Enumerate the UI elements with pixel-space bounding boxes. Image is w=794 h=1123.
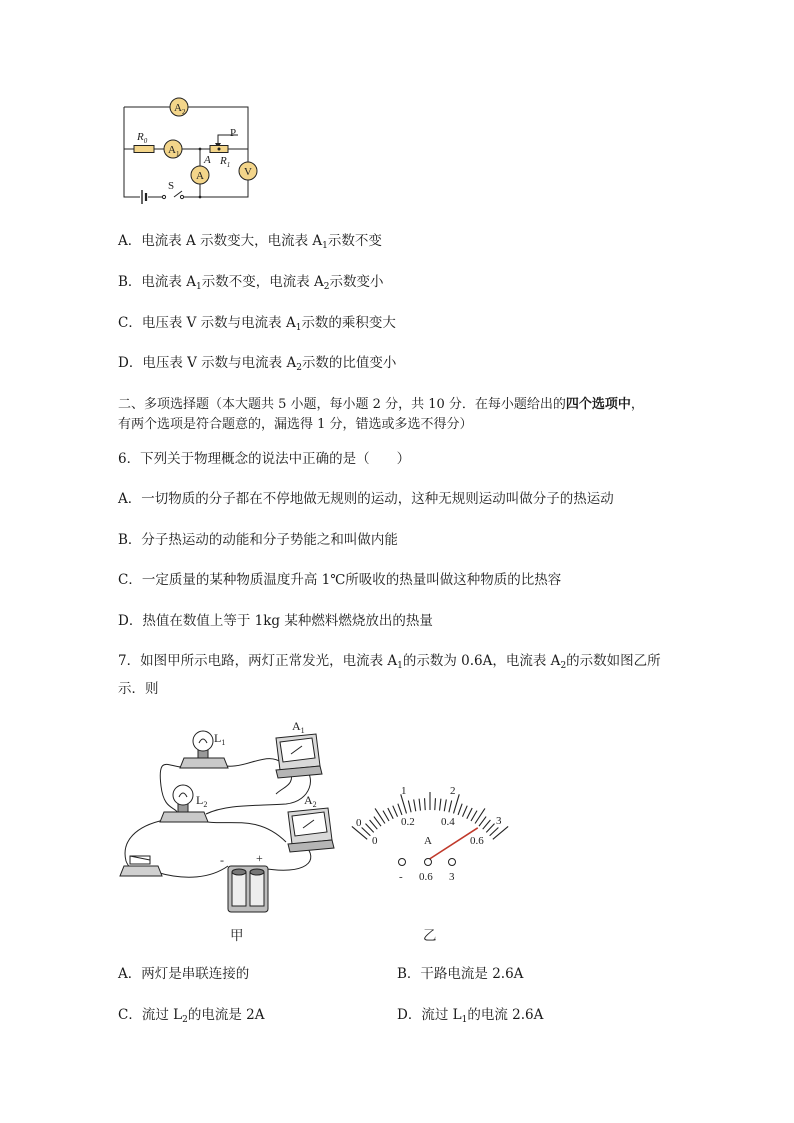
ammeter-a2 [288,808,334,852]
q5-option-b: B．电流表 $A_1$示数不变，电流表 $A_2$示数变小 [118,274,384,292]
section2-rule-line2: 有两个选项是符合题意的，漏选得 1 分，错选或多选不得分） [118,417,473,432]
label-minus: - [220,853,224,867]
dial-tick [449,801,452,813]
q7-option-d: D．流过 $L_1$的电流 2.6A [397,1007,544,1025]
dial-tick [444,799,446,811]
q7-option-a: A．两灯是串联连接的 [118,966,250,982]
dial-tick [393,806,398,817]
label-l2: $L_2$ [196,793,208,809]
q7-figure-jia [116,716,352,922]
terminal-0.6 [425,859,432,866]
terminal-3 [449,859,456,866]
dial-tick [419,799,420,811]
label-r1: $R_1$ [220,155,231,169]
q6-option-d: D．热值在数值上等于 1kg 某种燃料燃烧放出的热量 [118,613,433,629]
dial-tick [365,824,373,833]
label-ammeter: A [196,170,204,182]
q5-option-c: C．电压表 V 示数与电流表 $A_1$示数的乘积变大 [118,315,396,333]
dial-tick [483,820,491,829]
q6-option-c: C．一定质量的某种物质温度升高 1℃所吸收的热量叫做这种物质的比热容 [118,572,562,588]
section2-heading: 二、多项选择题（本大题共 5 小题，每小题 2 分，共 10 分．在每小题给出的四个选项中， [118,397,644,412]
q5-option-d: D．电压表 V 示数与电流表 $A_2$示数的比值变小 [118,355,397,373]
q7-option-b: B．干路电流是 2.6A [397,966,524,982]
q7-stem: 7．如图甲所示电路，两灯正常发光，电流表 $A_1$的示数为 0.6A，电流表 $A_2$的示数如图乙所 [118,653,661,671]
label-p: P [230,127,237,139]
dial-tick [388,808,393,819]
q7-option-c: C．流过 $L_2$的电流是 2A [118,1007,265,1025]
terminal-label-3: 3 [449,871,455,883]
dial-tick [401,794,407,813]
dial-tick [408,801,411,813]
dial-tick [374,817,381,827]
outer-tick-3: 3 [496,815,502,827]
dial-tick [454,794,460,813]
inner-tick-1: 0.2 [401,816,415,828]
dial-tick [398,804,402,815]
dial-tick [467,808,472,819]
label-l1: $L_1$ [214,731,226,747]
label-plus: + [256,851,263,865]
inner-tick-3: 0.6 [470,835,484,847]
dial-tick [414,799,416,811]
dial-tick [458,804,462,815]
outer-tick-0: 0 [356,817,362,829]
q7-caption-yi: 乙 [423,928,437,944]
dial-tick [425,798,426,810]
dial-tick [490,827,499,835]
label-switch: S [168,180,175,192]
ammeter-a1 [276,734,322,778]
dial-tick [370,820,378,829]
label-a1: $A_1$ [168,144,180,158]
dial-tick [440,799,441,811]
label-a2: $A_2$ [174,102,186,116]
label-r0: $R_0$ [137,131,148,145]
battery-pack [228,866,268,912]
dial-tick [362,827,371,835]
q6-option-b: B．分子热运动的动能和分子势能之和叫做内能 [118,532,398,548]
q7-stem-line2: 示．则 [118,681,159,697]
q6-stem: 6．下列关于物理概念的说法中正确的是（ ） [118,451,411,467]
dial-tick [479,817,486,827]
terminal-label-0.6: 0.6 [419,871,433,883]
q5-circuit-diagram [118,94,268,210]
q6-option-a: A．一切物质的分子都在不停地做无规则的运动，这种无规则运动叫做分子的热运动 [118,491,614,507]
inner-tick-0: 0 [372,835,378,847]
q5-option-a: A．电流表 A 示数变大，电流表 $A_1$示数不变 [118,233,382,251]
terminal-label-minus: - [399,871,403,883]
label-a1: $A_1$ [292,719,305,735]
dial-tick [486,824,494,833]
label-voltmeter: V [244,166,252,178]
dial-tick [462,806,467,817]
switch [120,856,162,876]
label-point-a: A [204,154,211,166]
terminal-minus [399,859,406,866]
inner-tick-2: 0.4 [441,816,455,828]
q7-figure-yi [344,774,516,886]
outer-tick-1: 1 [401,785,407,797]
outer-tick-2: 2 [450,785,456,797]
label-a2: $A_2$ [304,793,317,809]
dial-tick [435,798,436,810]
dial-tick [383,811,389,821]
q7-caption-jia: 甲 [230,928,244,944]
dial-unit-label: A [424,835,432,847]
dial-tick [471,811,477,821]
dial-tick [493,826,508,839]
